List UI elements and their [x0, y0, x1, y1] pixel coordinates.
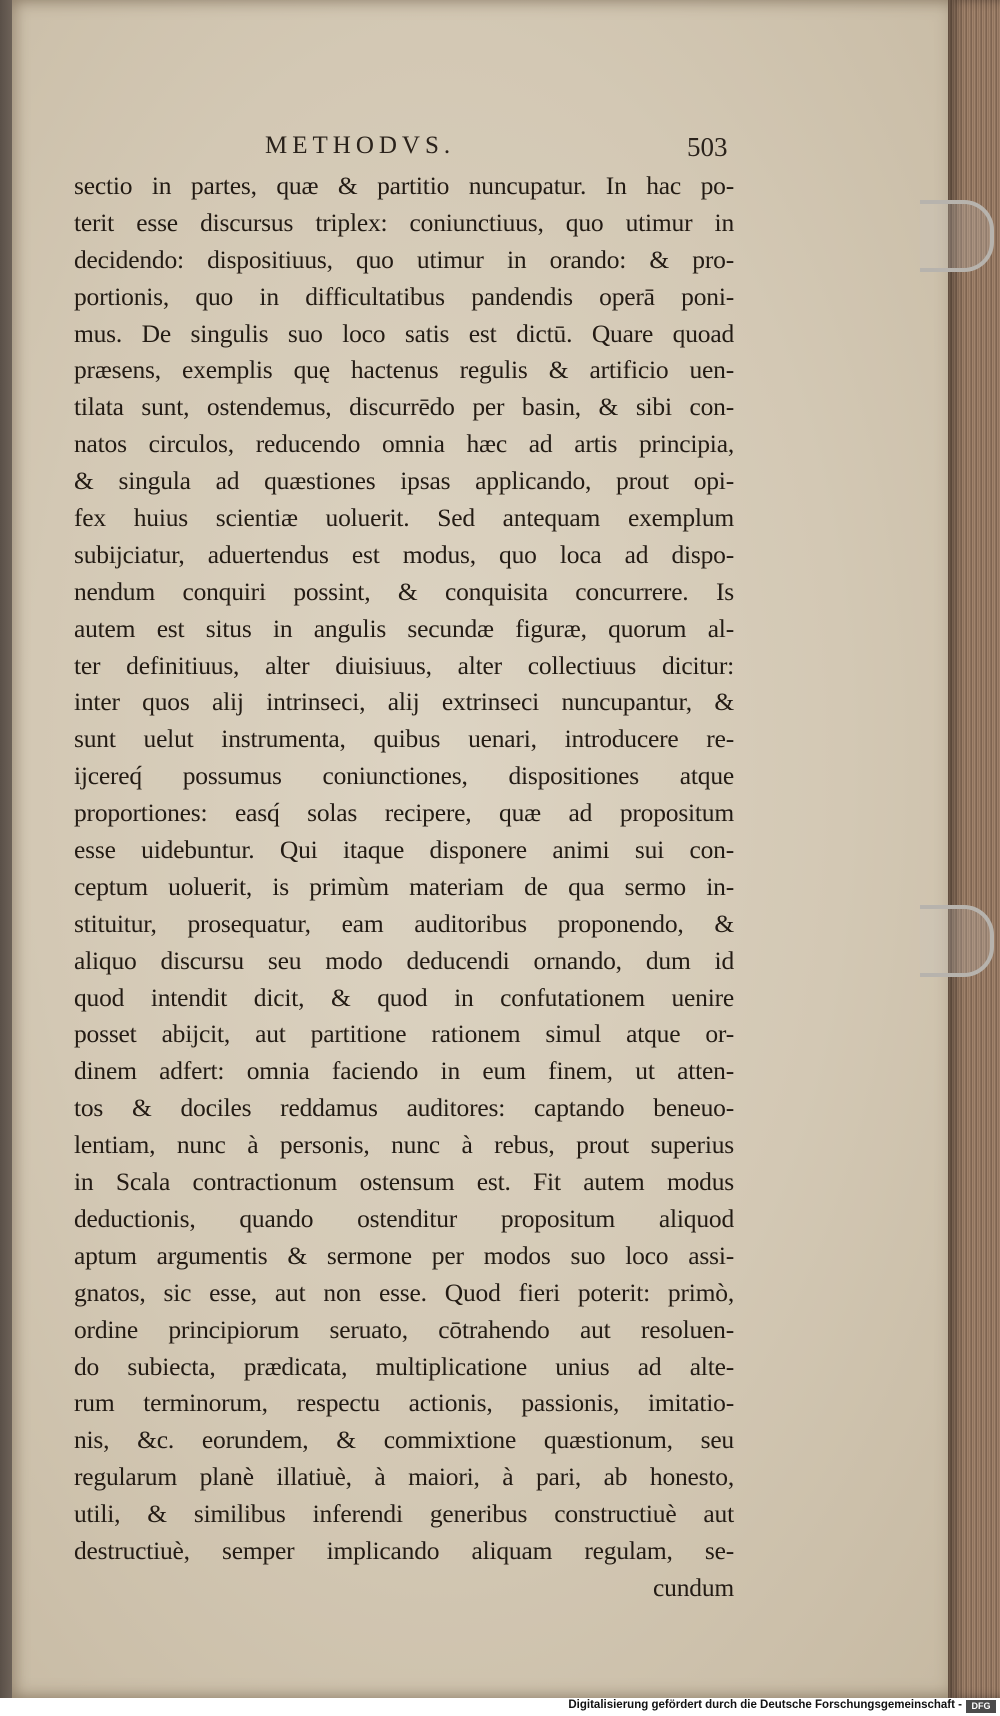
text-line: do subiecta, prædicata, multiplicatione unius ad alte-: [74, 1351, 734, 1381]
text-line: ter definitiuus, alter diuisiuus, alter collectiuus dicitur:: [74, 650, 734, 680]
text-line: ordine principiorum seruato, cōtrahendo aut resoluen-: [74, 1314, 734, 1344]
page-number: 503: [687, 132, 728, 162]
text-line: inter quos alij intrinseci, alij extrinseci nuncupantur, &: [74, 687, 734, 717]
book-clip-top: [920, 200, 994, 272]
text-line: & singula ad quæstiones ipsas applicando, prout opi-: [74, 466, 734, 496]
text-line: aliquo discursu seu modo deducendi ornando, dum id: [74, 945, 734, 975]
running-head: METHODVS.: [265, 132, 456, 159]
text-line: nis, &c. eorundem, & commixtione quæstionum, seu: [74, 1425, 734, 1455]
text-line: autem est situs in angulis secundæ figuræ, quorum al-: [74, 613, 734, 643]
text-line: decidendo: dispositiuus, quo utimur in orando: & pro-: [74, 244, 734, 274]
text-line: esse uidebuntur. Qui itaque disponere animi sui con-: [74, 835, 734, 865]
text-line: posset abijcit, aut partitione rationem simul atque or-: [74, 1019, 734, 1049]
text-line: stituitur, prosequatur, eam auditoribus proponendo, &: [74, 908, 734, 938]
text-line: dinem adfert: omnia faciendo in eum finem, ut atten-: [74, 1056, 734, 1086]
text-line: cundum: [653, 1572, 734, 1602]
text-line: deductionis, quando ostenditur propositum aliquod: [74, 1203, 734, 1233]
text-line: aptum argumentis & sermone per modos suo loco assi-: [74, 1240, 734, 1270]
text-line: utili, & similibus inferendi generibus constructiuè aut: [74, 1499, 734, 1529]
text-line: in Scala contractionum ostensum est. Fit autem modus: [74, 1167, 734, 1197]
page-header: [12, 132, 962, 172]
book-clip-bottom: [920, 905, 994, 977]
text-line: ceptum uoluerit, is primùm materiam de qua sermo in-: [74, 871, 734, 901]
text-line: subijciatur, aduertendus est modus, quo loca ad dispo-: [74, 539, 734, 569]
text-line: sunt uelut instrumenta, quibus uenari, introducere re-: [74, 724, 734, 754]
text-line: portionis, quo in difficultatibus pandendis operā poni-: [74, 281, 734, 311]
footer-credit: Digitalisierung gefördert durch die Deutsche Forschungsgemeinschaft -: [568, 1699, 962, 1711]
text-line: terit esse discursus triplex: coniunctiuus, quo utimur in: [74, 207, 734, 237]
text-line: gnatos, sic esse, aut non esse. Quod fieri poterit: primò,: [74, 1277, 734, 1307]
footer-bar: [0, 1698, 1000, 1716]
book-page: [12, 0, 962, 1698]
text-line: præsens, exemplis quę hactenus regulis & artificio uen-: [74, 355, 734, 385]
text-line: destructiuè, semper implicando aliquam regulam, se-: [74, 1535, 734, 1565]
text-line: regularum planè illatiuè, à maiori, à pari, ab honesto,: [74, 1462, 734, 1492]
text-line: proportiones: easq́ solas recipere, quæ ad propositum: [74, 798, 734, 828]
text-line: natos circulos, reducendo omnia hæc ad artis principia,: [74, 429, 734, 459]
text-line: rum terminorum, respectu actionis, passionis, imitatio-: [74, 1388, 734, 1418]
text-line: mus. De singulis suo loco satis est dictū. Quare quoad: [74, 318, 734, 348]
dfg-logo: DFG: [966, 1700, 996, 1713]
text-line: sectio in partes, quæ & partitio nuncupatur. In hac po-: [74, 171, 734, 200]
text-line: fex huius scientiæ uoluerit. Sed antequam exemplum: [74, 503, 734, 533]
body-text: [74, 168, 734, 1607]
text-line: ijcereq́ possumus coniunctiones, dispositiones atque: [74, 761, 734, 791]
text-line: tilata sunt, ostendemus, discurrēdo per basin, & sibi con-: [74, 392, 734, 422]
text-line: lentiam, nunc à personis, nunc à rebus, prout superius: [74, 1130, 734, 1160]
text-line: quod intendit dicit, & quod in confutationem uenire: [74, 982, 734, 1012]
text-line: tos & dociles reddamus auditores: captando beneuo-: [74, 1093, 734, 1123]
text-line: nendum conquiri possint, & conquisita concurrere. Is: [74, 576, 734, 606]
